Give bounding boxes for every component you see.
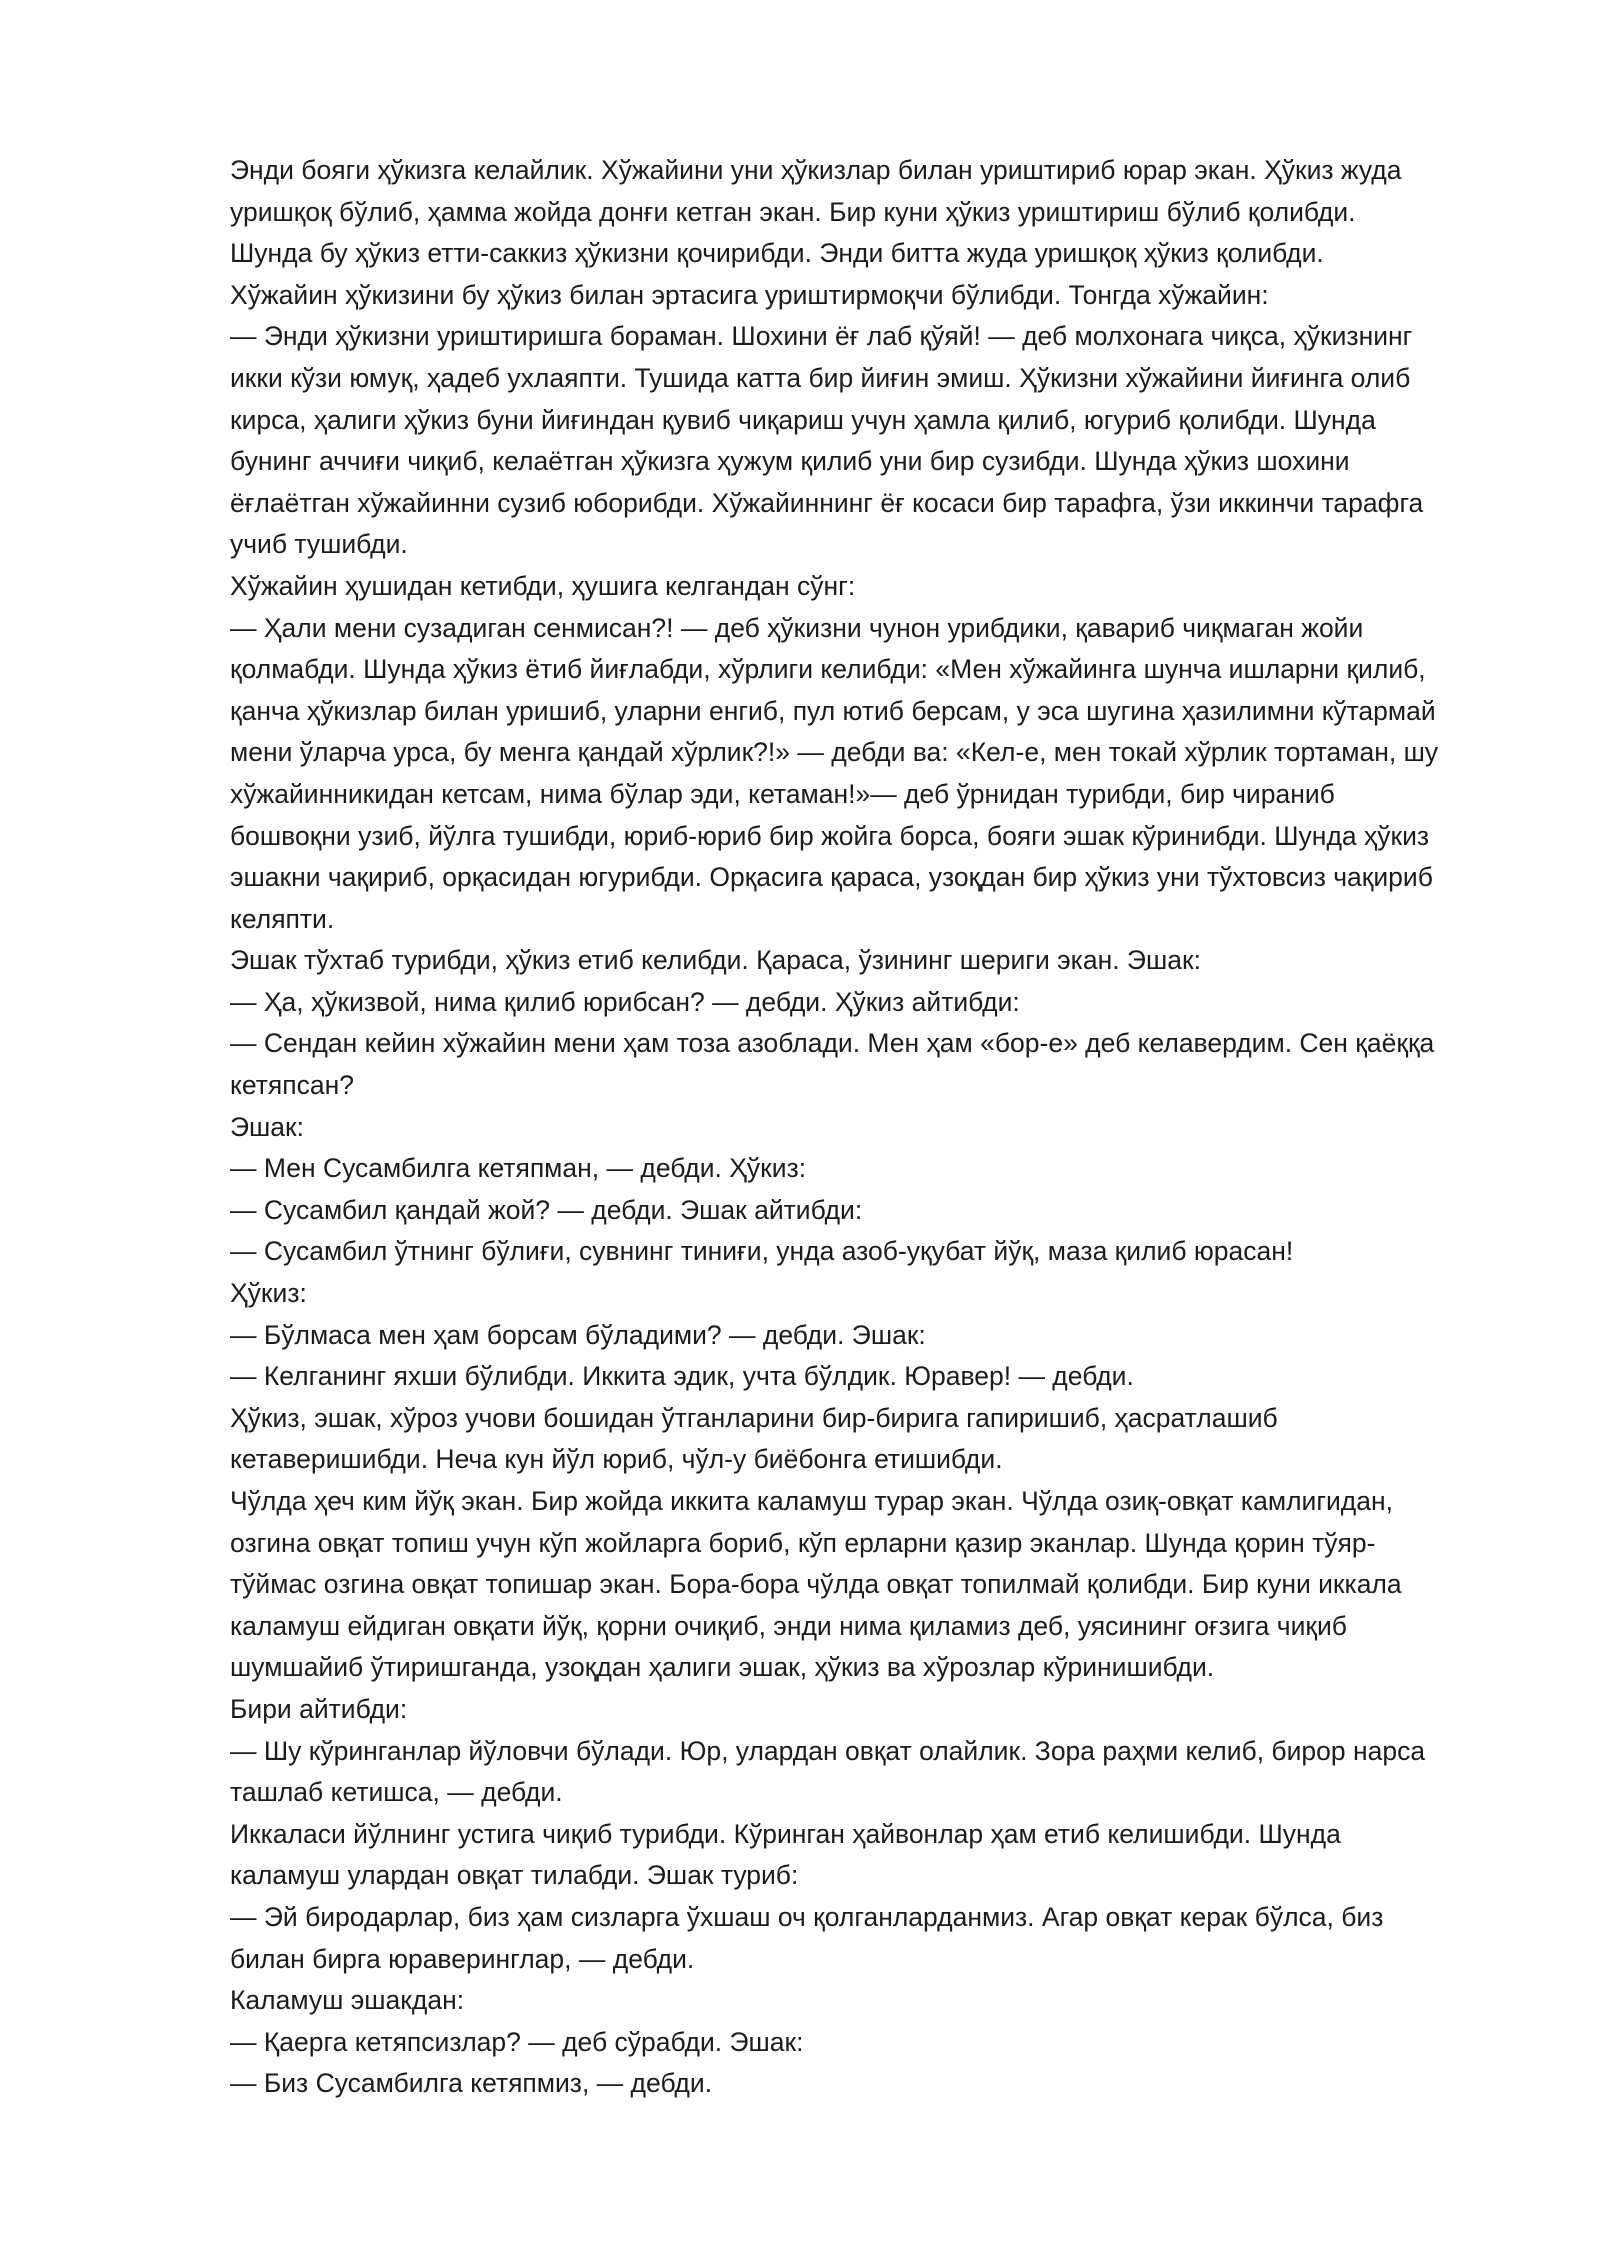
text-line: кетаверишибди. Неча кун йўл юриб, чўл-у биёбонга етишибди. — [230, 1444, 1003, 1475]
text-line: эшакни чақириб, орқасидан югурибди. Орқасига қараса, узоқдан бир ҳўкиз уни тўхтовсиз чақириб — [230, 862, 1433, 893]
text-line: — Қаерга кетяпсизлар? — деб сўрабди. Эшак: — [230, 2026, 804, 2057]
text-line: Чўлда ҳеч ким йўқ экан. Бир жойда иккита каламуш турар экан. Чўлда озиқ-овқат камлигидан, — [230, 1486, 1393, 1516]
text-line: — Ҳа, ҳўкизвой, нима қилиб юрибсан? — дебди. Ҳўкиз айтибди: — [230, 986, 1020, 1017]
text-line: — Келганинг яхши бўлибди. Иккита эдик, учта бўлдик. Юравер! — дебди. — [230, 1361, 1134, 1392]
text-line: Иккаласи йўлнинг устига чиқиб турибди. Кўринган ҳайвонлар ҳам етиб келишибди. Шунда — [230, 1818, 1341, 1849]
text-line: — Сусамбил қандай жой? — дебди. Эшак айтибди: — [230, 1194, 863, 1225]
text-line: ташлаб кетишса, — дебди. — [230, 1777, 563, 1808]
text-line: қанча ҳўкизлар билан уришиб, уларни енгиб, пул ютиб берсам, у эса шугина ҳазилимни кўтармай — [230, 695, 1436, 726]
text-line: — Эй биродарлар, биз ҳам сизларга ўхшаш оч қолганларданмиз. Агар овқат керак бўлса, биз — [230, 1901, 1384, 1932]
text-line: қолмабди. Шунда ҳўкиз ётиб йиғлабди, хўрлиги келибди: «Мен хўжайинга шунча ишларни қилиб, — [230, 654, 1426, 685]
text-line: Ҳўкиз: — [230, 1278, 307, 1309]
text-line: — Бўлмаса мен ҳам борсам бўладими? — дебди. Эшак: — [230, 1319, 926, 1350]
text-line: Энди бояги ҳўкизга келайлик. Хўжайини уни ҳўкизлар билан уриштириб юрар экан. Ҳўкиз жуда — [230, 155, 1402, 185]
text-line: хўжайинникидан кетсам, нима бўлар эди, кетаман!»— деб ўрнидан турибди, бир чираниб — [230, 778, 1335, 809]
text-line: — Энди ҳўкизни уриштиришга бораман. Шохини ёғ лаб қўяй! — деб молхонага чиқса, ҳўкизнинг — [230, 321, 1413, 352]
text-line: шумшайиб ўтиришганда, узоқдан ҳалиги эшак, ҳўкиз ва хўрозлар кўринишибди. — [230, 1652, 1215, 1683]
text-line: билан бирга юраверинглар, — дебди. — [230, 1943, 695, 1974]
text-line: — Мен Сусамбилга кетяпман, — дебди. Ҳўкиз: — [230, 1153, 807, 1184]
text-line: Шунда бу ҳўкиз етти-саккиз ҳўкизни қочирибди. Энди битта жуда уришқоқ ҳўкиз қолибди. — [230, 238, 1324, 269]
text-line: Бири айтибди: — [230, 1693, 408, 1724]
text-line: бунинг аччиғи чиқиб, келаётган ҳўкизга ҳужум қилиб уни бир сузибди. Шунда ҳўкиз шохини — [230, 446, 1350, 477]
text-line: — Шу кўринганлар йўловчи бўлади. Юр, улардан овқат олайлик. Зора раҳми келиб, бирор нарса — [230, 1735, 1426, 1766]
text-line: Хўжайин ҳушидан кетибди, ҳушига келгандан сўнг: — [230, 570, 856, 601]
text-line: — Биз Сусамбилга кетяпмиз, — дебди. — [230, 2068, 713, 2099]
text-line: ёғлаётган хўжайинни сузиб юборибди. Хўжайиннинг ёғ косаси бир тарафга, ўзи иккинчи тарафга — [230, 487, 1424, 518]
text-line: Ҳўкиз, эшак, хўроз учови бошидан ўтганларини бир-бирига гапиришиб, ҳасратлашиб — [230, 1402, 1278, 1433]
text-line: Каламуш эшакдан: — [230, 1985, 465, 2016]
text-line: каламуш ейдиган овқати йўқ, қорни очиқиб, энди нима қиламиз деб, уясининг оғзига чиқиб — [230, 1610, 1347, 1641]
text-line: Эшак тўхтаб турибди, ҳўкиз етиб келибди. Қараса, ўзининг шериги экан. Эшак: — [230, 945, 1201, 976]
text-line: келяпти. — [230, 903, 335, 934]
text-line: икки кўзи юмуқ, ҳадеб ухлаяпти. Тушида катта бир йиғин эмиш. Ҳўкизни хўжайини йиғинга олиб — [230, 362, 1411, 393]
text-line: — Ҳали мени сузадиган сенмисан?! — деб ҳўкизни чунон урибдики, қавариб чиқмаган жойи — [230, 612, 1364, 643]
document-body-text — [230, 150, 1490, 2105]
text-line: Хўжайин ҳўкизини бу ҳўкиз билан эртасига уриштирмоқчи бўлибди. Тонгда хўжайин: — [230, 279, 1269, 310]
text-line: кирса, ҳалиги ҳўкиз буни йиғиндан қувиб чиқариш учун ҳамла қилиб, югуриб қолибди. Шунда — [230, 404, 1376, 435]
text-line: мени ўларча урса, бу менга қандай хўрлик?!» — дебди ва: «Кел-е, мен токай хўрлик тортаман, шу — [230, 737, 1439, 768]
text-line: учиб тушибди. — [230, 529, 408, 560]
text-line: кетяпсан? — [230, 1070, 354, 1101]
text-line: — Сусамбил ўтнинг бўлиғи, сувнинг тиниғи, унда азоб-уқубат йўқ, маза қилиб юрасан! — [230, 1236, 1294, 1267]
text-line: — Сендан кейин хўжайин мени ҳам тоза азоблади. Мен ҳам «бор-е» деб келавердим. Сен қаёққа — [230, 1028, 1435, 1059]
text-line: каламуш улардан овқат тилабди. Эшак туриб: — [230, 1860, 799, 1891]
text-line: уришқоқ бўлиб, ҳамма жойда донғи кетган экан. Бир куни ҳўкиз уриштириш бўлиб қолибди. — [230, 196, 1356, 227]
text-line: тўймас озгина овқат топишар экан. Бора-бора чўлда овқат топилмай қолибди. Бир куни иккала — [230, 1569, 1402, 1600]
text-line: бошвоқни узиб, йўлга тушибди, юриб-юриб бир жойга борса, бояги эшак кўринибди. Шунда ҳўкиз — [230, 820, 1430, 851]
text-line: Эшак: — [230, 1111, 305, 1142]
text-line: озгина овқат топиш учун кўп жойларга бориб, кўп ерларни қазир эканлар. Шунда қорин тўяр- — [230, 1527, 1376, 1558]
